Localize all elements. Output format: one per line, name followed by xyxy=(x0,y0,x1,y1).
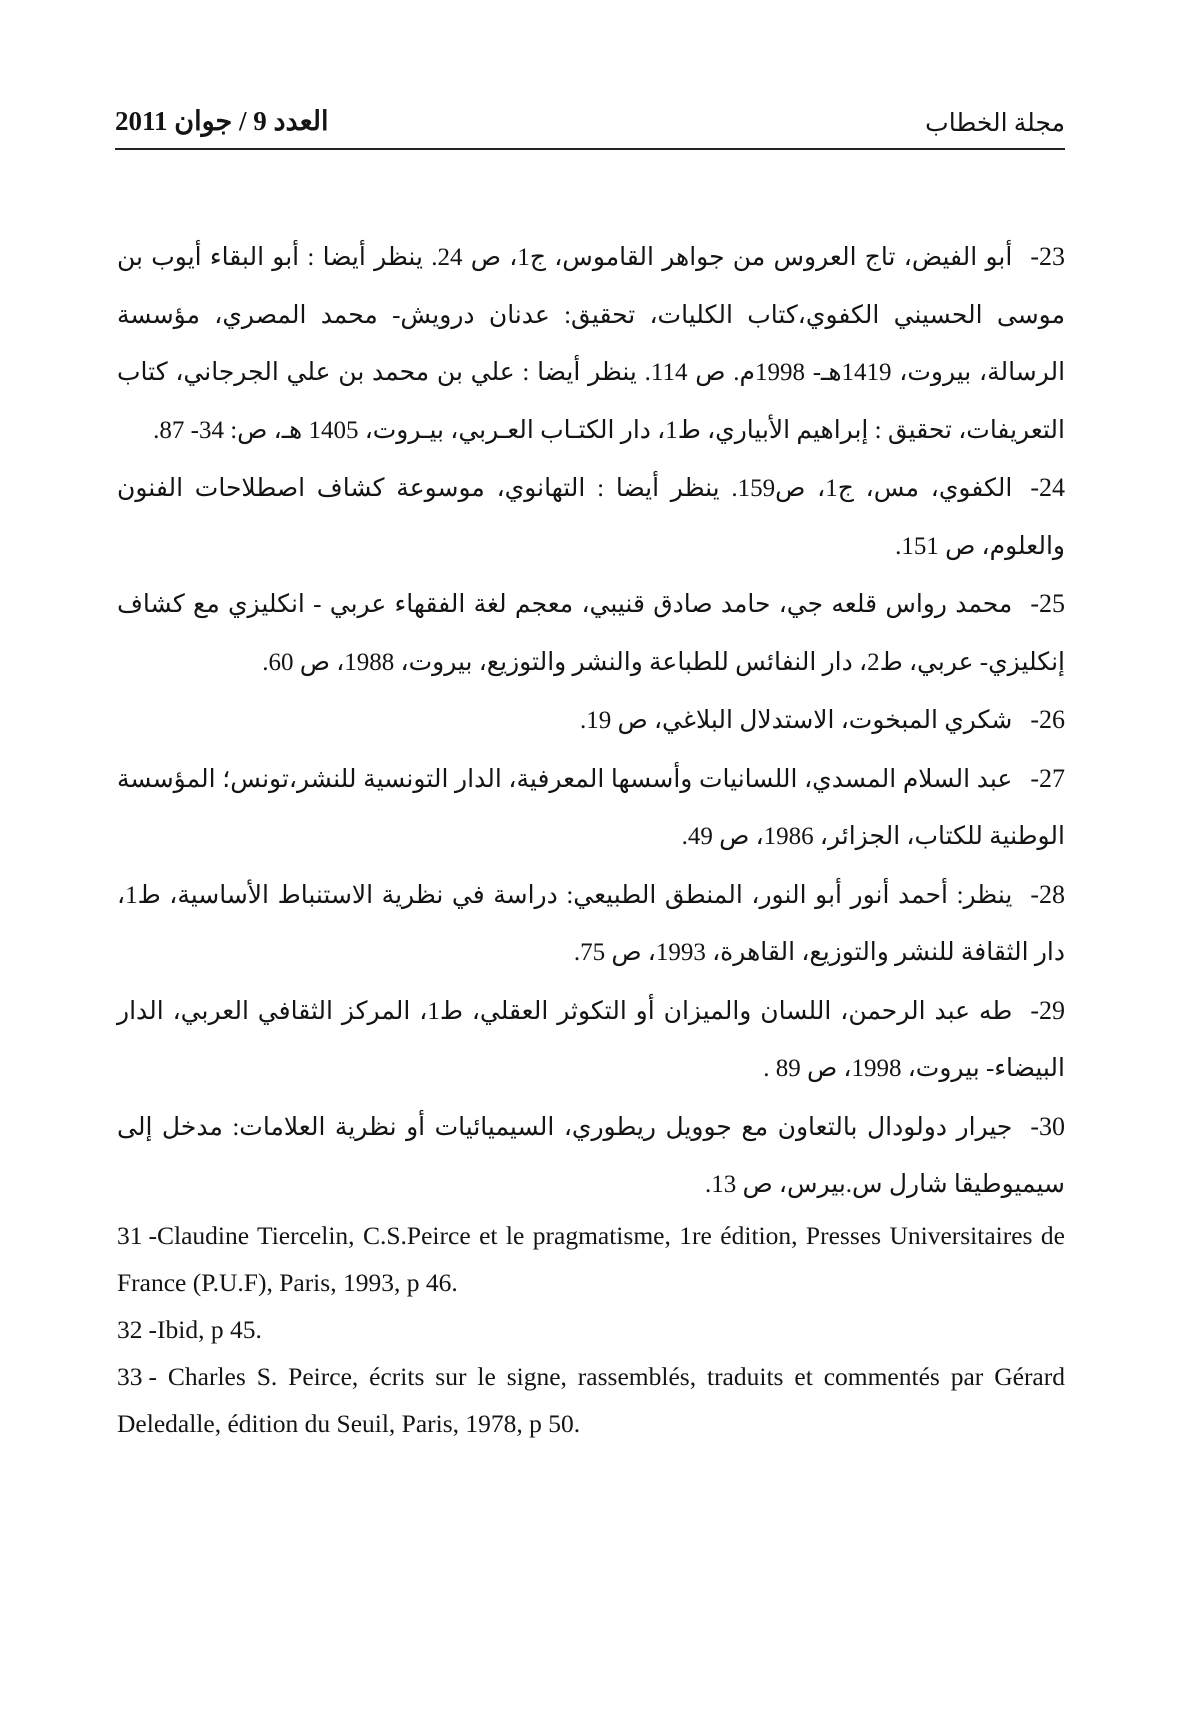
footnote-32 xyxy=(117,1306,1065,1353)
footnote-number: 27- xyxy=(1030,763,1065,793)
footnote-text: -Claudine Tiercelin, C.S.Peirce et le pragmatisme, 1re édition, Presses Universitaires de France (P.U.F), Paris, 1993, p 46. xyxy=(117,1220,1065,1297)
footnote-number: 24- xyxy=(1030,473,1066,502)
journal-title: مجلة الخطاب xyxy=(925,110,1065,137)
footnote-29 xyxy=(117,982,1065,1098)
footnote-text: الكفوي، مس، ج1، ص159. ينظر أيضا : التهانوي، موسوعة كشاف اصطلاحات الفنون والعلوم، ص 151. xyxy=(117,475,1065,560)
footnote-text: -Ibid, p 45. xyxy=(148,1314,262,1344)
footnote-text: جيرار دولودال بالتعاون مع جوويل ريطوري، السيميائيات أو نظرية العلامات: مدخل إلى سيميوطيقا شارل س.بيرس، ص 13. xyxy=(117,1113,1065,1198)
footnote-number: 33 xyxy=(117,1361,143,1391)
footnote-25 xyxy=(117,575,1065,691)
footnote-30 xyxy=(117,1098,1065,1214)
footnote-27 xyxy=(117,750,1065,866)
footnote-23 xyxy=(117,228,1065,459)
footnote-number: 25- xyxy=(1030,589,1065,618)
page-header xyxy=(115,102,1065,150)
footnote-31 xyxy=(117,1212,1065,1306)
footnote-33 xyxy=(117,1353,1065,1447)
footnote-24 xyxy=(117,459,1065,575)
footnote-28 xyxy=(117,866,1065,982)
footnote-text: عبد السلام المسدي، اللسانيات وأسسها المعرفية، الدار التونسية للنشر،تونس؛ المؤسسة الوطنية للكتاب، الجزائر، 1986، ص 49. xyxy=(117,765,1065,850)
footnote-number: 32 xyxy=(117,1314,143,1344)
footnote-text: شكري المبخوت، الاستدلال البلاغي، ص 19. xyxy=(580,707,1013,734)
issue-info: العدد 9 / جوان 2011 xyxy=(115,106,329,136)
footnotes-list xyxy=(117,228,1065,1447)
footnote-text: أبو الفيض، تاج العروس من جواهر القاموس، ج1، ص 24. ينظر أيضا : أبو البقاء أيوب بن موسى الحسيني الكفوي،كتاب الكليات، تحقيق: عدنان درويش- محمد المصري، مؤسسة الرسالة، بيروت، 1419هـ- 1998م. ص 114. ينظر أيضا : علي بن محمد بن علي الجرجاني، كتاب التعريفات، تحقيق : إبراهيم الأبياري، ط1، دار الكتـاب العـربي، بيـروت، 1405 هـ، ص: 34- 87. xyxy=(117,244,1066,444)
footnote-number: 31 xyxy=(117,1220,143,1250)
footnote-number: 29- xyxy=(1030,995,1065,1025)
footnote-number: 23- xyxy=(1030,242,1065,271)
footnote-26 xyxy=(117,691,1065,750)
footnote-number: 28- xyxy=(1030,879,1065,909)
footnote-text: - Charles S. Peirce, écrits sur le signe, rassemblés, traduits et commentés par Gérard Deledalle, édition du Seuil, Paris, 1978, p 50. xyxy=(117,1361,1065,1438)
footnote-text: ينظر: أحمد أنور أبو النور، المنطق الطبيعي: دراسة في نظرية الاستنباط الأساسية، ط1، دار الثقافة للنشر والتوزيع، القاهرة، 1993، ص 75. xyxy=(117,881,1065,966)
footnote-text: طه عبد الرحمن، اللسان والميزان أو التكوثر العقلي، ط1، المركز الثقافي العربي، الدار البيضاء- بيروت، 1998، ص 89 . xyxy=(117,997,1065,1082)
footnote-number: 30- xyxy=(1030,1111,1065,1141)
footnote-number: 26- xyxy=(1030,705,1065,734)
footnote-text: محمد رواس قلعه جي، حامد صادق قنيبي، معجم لغة الفقهاء عربي - انكليزي مع كشاف إنكليزي- عربي، ط2، دار النفائس للطباعة والنشر والتوزيع، بيروت، 1988، ص 60. xyxy=(117,591,1065,676)
